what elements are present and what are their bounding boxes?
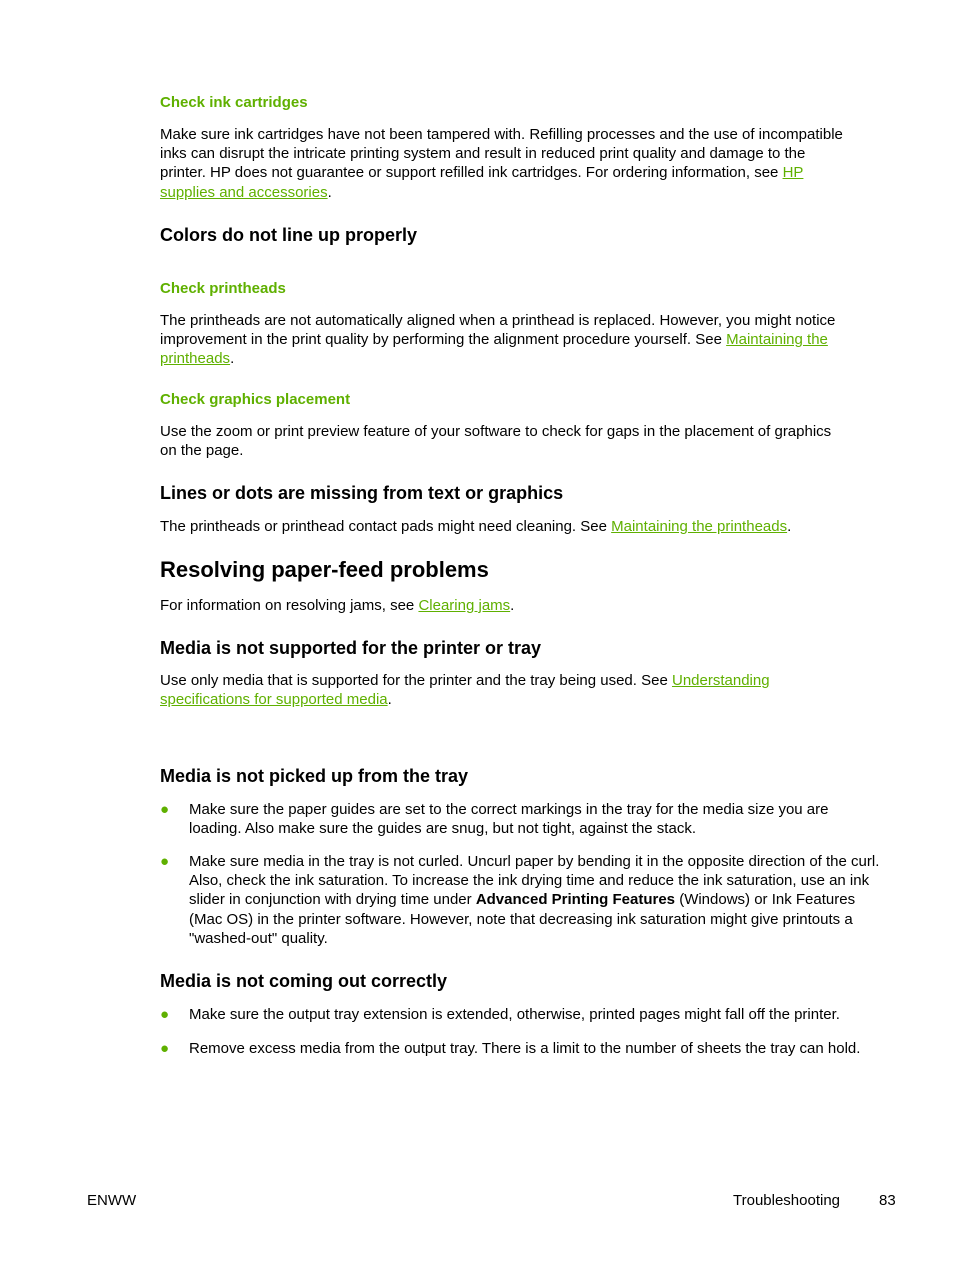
list-item-text-start: Make sure media in the tray is not curled. Uncurl paper by bending it in the opposite direction of the curl. Also, check the ink saturation. To increase the ink drying time and reduce the ink saturation, use an ink slider in conjunction with drying time under xyxy=(189,853,880,909)
paragraph-text: For information on resolving jams, see xyxy=(160,597,419,614)
paragraph-media-not-supported xyxy=(160,671,830,709)
paragraph-printheads xyxy=(160,311,850,369)
paragraph-text: The printheads or printhead contact pads might need cleaning. See xyxy=(160,518,612,535)
paragraph-text-end: . xyxy=(387,691,392,709)
heading-media-not-supported: Media is not supported for the printer or tray xyxy=(160,638,542,658)
paragraph-graphics-placement: Use the zoom or print preview feature of your software to check for gaps in the placement of graphics on the page. xyxy=(160,423,832,460)
advanced-printing-features-label: Advanced Printing Features xyxy=(475,891,676,909)
heading-media-not-picked-up: Media is not picked up from the tray xyxy=(160,766,469,786)
paragraph-lines-or-dots xyxy=(160,517,880,536)
paragraph-text: Make sure ink cartridges have not been tampered with. Refilling processes and the use of incompatible inks can disrupt the intricate printing system and result in reduced print quality and damage to the printer. HP does not guarantee or support refilled ink cartridges. For ordering information, see xyxy=(160,126,843,182)
list-item-text xyxy=(189,852,884,948)
bullet-icon: ● xyxy=(160,853,170,870)
heading-colors-do-not-line-up: Colors do not line up properly xyxy=(160,225,418,245)
paragraph-text-end: . xyxy=(787,518,792,535)
bullet-icon: ● xyxy=(160,801,170,818)
paragraph-text: Use only media that is supported for the printer and the tray being used. See xyxy=(160,672,672,689)
heading-media-not-coming-out: Media is not coming out correctly xyxy=(160,971,448,991)
link-understanding-specifications[interactable]: Understanding specifications for supported media xyxy=(160,672,770,709)
paragraph-paper-feed xyxy=(160,596,880,615)
heading-resolving-paper-feed: Resolving paper-feed problems xyxy=(160,557,489,582)
footer-page-number: 83 xyxy=(879,1192,896,1209)
list-item-text-end: (Windows) or Ink Features (Mac OS) in the printer software. However, note that decreasing ink saturation might give printouts a "washed-out" quality. xyxy=(189,891,856,947)
list-item-text: Remove excess media from the output tray. There is a limit to the number of sheets the tray can hold. xyxy=(189,1040,861,1057)
heading-check-ink-cartridges: Check ink cartridges xyxy=(160,94,308,111)
list-item-text: Make sure the output tray extension is extended, otherwise, printed pages might fall off the printer. xyxy=(189,1006,840,1023)
link-maintaining-printheads-2[interactable]: Maintaining the printheads xyxy=(611,518,788,535)
list-item-text: Make sure the paper guides are set to the correct markings in the tray for the media size you are loading. Also make sure the guides are snug, but not tight, against the stack. xyxy=(189,801,829,838)
paragraph-ink-cartridges xyxy=(160,125,850,202)
heading-check-printheads: Check printheads xyxy=(160,280,286,297)
heading-check-graphics-placement: Check graphics placement xyxy=(160,391,351,408)
link-clearing-jams[interactable]: Clearing jams xyxy=(418,597,511,614)
footer-section-name: Troubleshooting xyxy=(733,1192,841,1209)
heading-lines-or-dots-missing: Lines or dots are missing from text or graphics xyxy=(160,483,564,503)
link-hp-supplies[interactable]: HP supplies and accessories xyxy=(160,164,804,201)
paragraph-text-end: . xyxy=(327,183,332,201)
paragraph-text-end: . xyxy=(510,597,515,614)
paragraph-text: The printheads are not automatically aligned when a printhead is replaced. However, you might notice improvement in the print quality by performing the alignment procedure yourself. See xyxy=(160,312,836,349)
bullet-icon: ● xyxy=(160,1006,170,1023)
bullet-icon: ● xyxy=(160,1040,170,1057)
footer-left-label: ENWW xyxy=(87,1192,137,1209)
link-maintaining-printheads[interactable]: Maintaining the printheads xyxy=(160,331,828,368)
paragraph-text-end: . xyxy=(230,350,235,368)
